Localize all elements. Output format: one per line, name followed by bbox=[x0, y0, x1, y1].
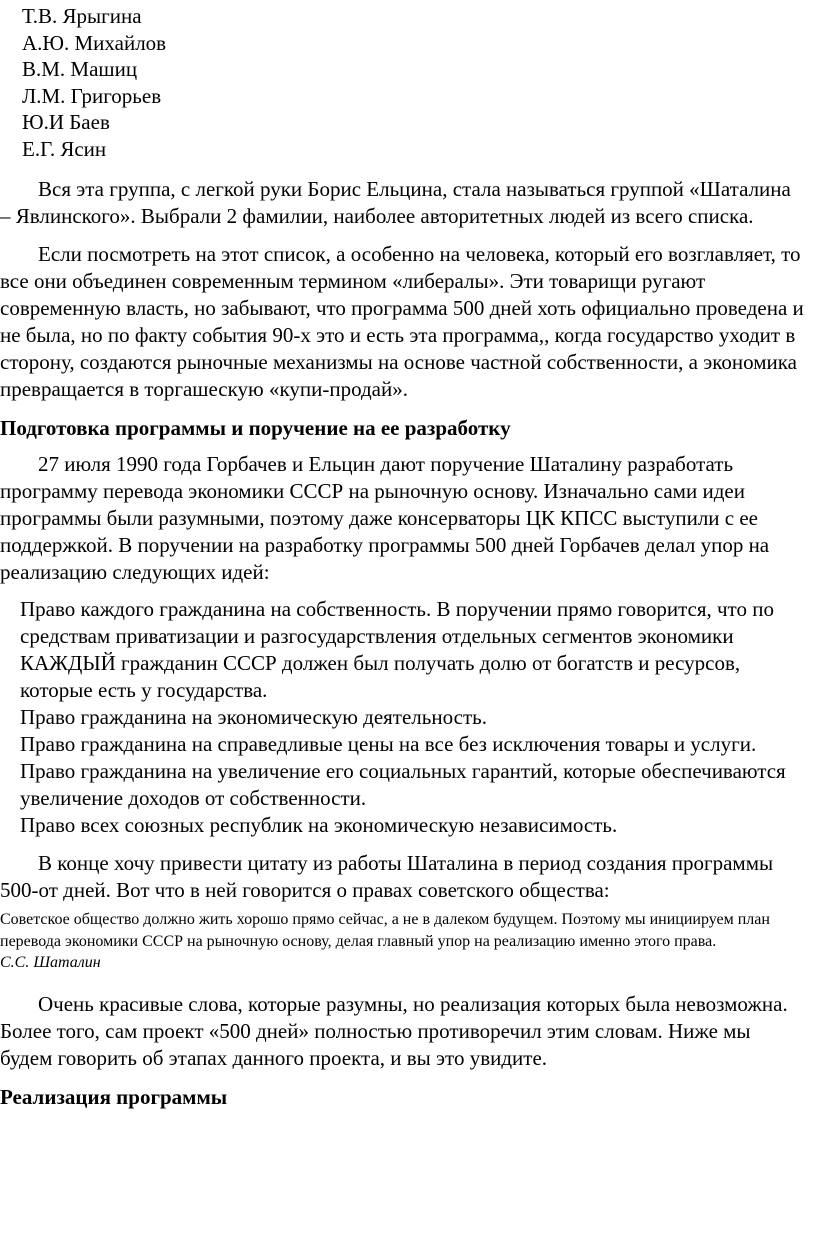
rights-list-item: Право гражданина на экономическую деятельность. bbox=[20, 705, 487, 729]
rights-list bbox=[0, 596, 806, 839]
paragraph-conclusion: Очень красивые слова, которые разумны, но реализация которых была невозможна. Более того, сам проект «500 дней» полностью противоречил этим словам. Ниже мы будем говорить об этапах данного проекта, и вы это увидите. bbox=[0, 992, 788, 1070]
paragraph-group-name: Вся эта группа, с легкой руки Борис Ельцина, стала называться группой «Шаталина – Явлинского». Выбрали 2 фамилии, наиболее авторитетных людей из всего списка. bbox=[0, 177, 791, 228]
author-name: В.М. Машиц bbox=[22, 57, 138, 81]
rights-list-item: Право гражданина на справедливые цены на все без исключения товары и услуги. bbox=[20, 732, 757, 756]
author-name: Л.М. Григорьев bbox=[22, 83, 162, 108]
author-name: А.Ю. Михайлов bbox=[22, 30, 167, 55]
quote-author: С.С. Шаталин bbox=[0, 954, 101, 971]
rights-list-item: Право гражданина на увеличение его социальных гарантий, которые обеспечиваются увеличение доходов от собственности. bbox=[20, 759, 786, 810]
paragraph-quote-intro: В конце хочу привести цитату из работы Шаталина в период создания программы 500-от дней. Вот что в ней говорится о правах советского общества: bbox=[0, 851, 774, 902]
author-name: Ю.И Баев bbox=[22, 110, 110, 134]
rights-list-item: Право всех союзных республик на экономическую независимость. bbox=[20, 813, 618, 837]
author-list bbox=[0, 0, 806, 162]
rights-list-item: Право каждого гражданина на собственность. В поручении прямо говорится, что по средствам приватизации и разгосударствления отдельных сегментов экономики КАЖДЫЙ гражданин СССР должен был получать долю от богатств и ресурсов, которые есть у государства. bbox=[20, 597, 774, 702]
author-name: Е.Г. Ясин bbox=[22, 136, 107, 161]
author-name: Т.В. Ярыгина bbox=[22, 4, 142, 28]
paragraph-assignment: 27 июля 1990 года Горбачев и Ельцин дают поручение Шаталину разработать программу перевода экономики СССР на рыночную основу. Изначально сами идеи программы были разумными, поэтому даже консерваторы ЦК КПСС выступили с ее поддержкой. В поручении на разработку программы 500 дней Горбачев делал упор на реализацию следующих идей: bbox=[0, 452, 770, 584]
quote-text: Советское общество должно жить хорошо прямо сейчас, а не в далеком будущем. Поэтому мы инициируем план перевода экономики СССР на рыночную основу, делая главный упор на реализацию именно этого права. bbox=[0, 911, 770, 950]
section-heading-preparation: Подготовка программы и поручение на ее разработку bbox=[0, 416, 511, 440]
paragraph-liberals: Если посмотреть на этот список, а особенно на человека, который его возглавляет, то все они объединен современным термином «либералы». Эти товарищи ругают современную власть, но забывают, что программа 500 дней хоть официально проведена и не была, но по факту события 90-х это и есть эта программа,, когда государство уходит в сторону, создаются рыночные механизмы на основе частной собственности, а экономика превращается в торгашескую «купи-продай». bbox=[0, 242, 804, 401]
section-heading-implementation: Реализация программы bbox=[0, 1085, 228, 1109]
